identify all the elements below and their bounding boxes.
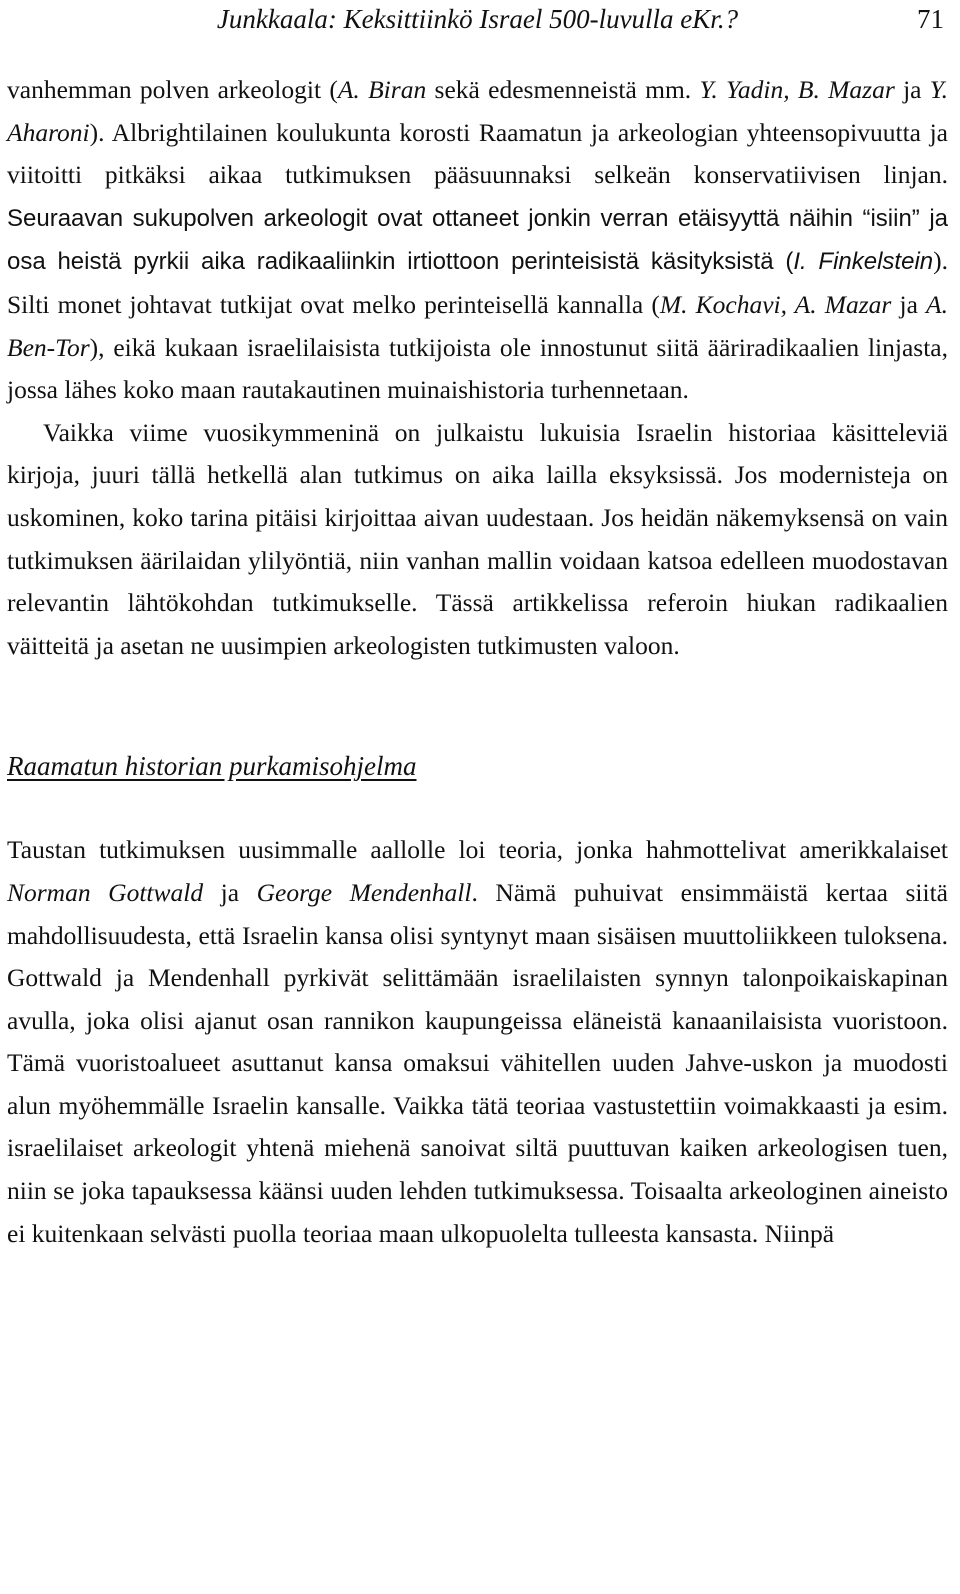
- text-run: ja: [891, 289, 927, 319]
- author-name: Norman Gottwald: [7, 877, 204, 907]
- text-run: ja: [203, 877, 257, 907]
- body-text: [7, 69, 948, 1255]
- page-number: 71: [917, 4, 944, 34]
- section-spacer: [7, 787, 948, 829]
- text-run: sekä edesmenneistä mm.: [426, 75, 700, 104]
- author-name: A. Ben-Tor: [7, 289, 948, 362]
- running-title: Junkkaala: Keksittiinkö Israel 500-luvulla eKr.?: [216, 4, 739, 34]
- text-run-sans: Seuraavan sukupolven arkeologit ovat ottaneet jonkin verran etäisyyttä näihin “isiin” ja osa heistä pyrkii aika radikaaliinkin irtiottoon perinteisistä käsityksistä (: [7, 204, 948, 276]
- section-heading: Raamatun historian purkamisohjelma: [7, 751, 417, 782]
- author-name: Y. Yadin, B. Mazar: [699, 75, 895, 104]
- text-run: . Nämä puhuivat ensimmäistä kertaa siitä mahdollisuudesta, että Israelin kansa olisi syntynyt maan sisäisen muuttoliikkeen tuloksena. Gottwald ja Mendenhall pyrkivät selittämään israelilaisten synnyn talonpoikaiskapinan avulla, joka olisi ajanut osan rannikon kaupungeissa eläneistä kanaanilaisista vuoristoon. Tämä vuoristoalueet asuttanut kansa omaksui vähitellen uuden Jahve-uskon ja muodosti alun myöhemmälle Israelin kansalle. Vaikka tätä teoriaa vastustettiin voimakkaasti ja esim. israelilaiset arkeologit yhtenä miehenä sanoivat siltä puuttuvan kaiken arkeologisen tuen, niin se joka tapauksessa käänsi uuden lehden tutkimuksessa. Toisaalta arkeologinen aineisto ei kuitenkaan selvästi puolla teoriaa maan ulkopuolelta tulleesta kansasta. Niinpä: [7, 877, 948, 1248]
- text-run: Taustan tutkimuksen uusimmalle aallolle loi teoria, jonka hahmottelivat amerikkalaiset: [7, 835, 948, 865]
- author-name: A. Biran: [337, 75, 427, 104]
- paragraph-3: [7, 829, 948, 1255]
- author-name: George Mendenhall: [256, 877, 472, 907]
- text-run: ), eikä kukaan israelilaisista tutkijoista ole innostunut siitä ääriradikaalien linjasta, jossa lähes koko maan rautakautinen muinaishistoria turhennetaan.: [7, 332, 948, 405]
- text-run: ). Silti monet johtavat tutkijat ovat melko perinteisellä kannalla (: [7, 246, 949, 319]
- paragraph-1: [7, 69, 948, 412]
- paragraph-2: Vaikka viime vuosikymmeninä on julkaistu lukuisia Israelin historiaa käsitteleviä kirjoja, juuri tällä hetkellä alan tutkimus on aika lailla eksyksissä. Jos modernisteja on uskominen, koko tarina pitäisi kirjoittaa aivan uudestaan. Jos heidän näkemyksensä on vain tutkimuksen äärilaidan ylilyöntiä, niin vanhan mallin voidaan katsoa edelleen muodostavan relevantin lähtökohdan tutkimukselle. Tässä artikkelissa referoin hiukan radikaalien väitteitä ja asetan ne uusimpien arkeologisten tutkimusten valoon.: [7, 417, 948, 660]
- author-name: I. Finkelstein: [793, 248, 934, 276]
- running-header: [7, 0, 948, 38]
- text-run: vanhemman polven arkeologit (: [7, 75, 338, 104]
- author-name: Y. Aharoni: [7, 75, 948, 147]
- section-spacer: [7, 667, 948, 745]
- text-run: ja: [894, 75, 930, 104]
- author-name: M. Kochavi, A. Mazar: [659, 289, 892, 319]
- text-run: ). Albrightilainen koulukunta korosti Raamatun ja arkeologian yhteensopivuutta ja viitoitti pitkäksi aikaa tutkimuksen pääsuunnaksi selkeän konservatiivisen linjan.: [7, 117, 948, 190]
